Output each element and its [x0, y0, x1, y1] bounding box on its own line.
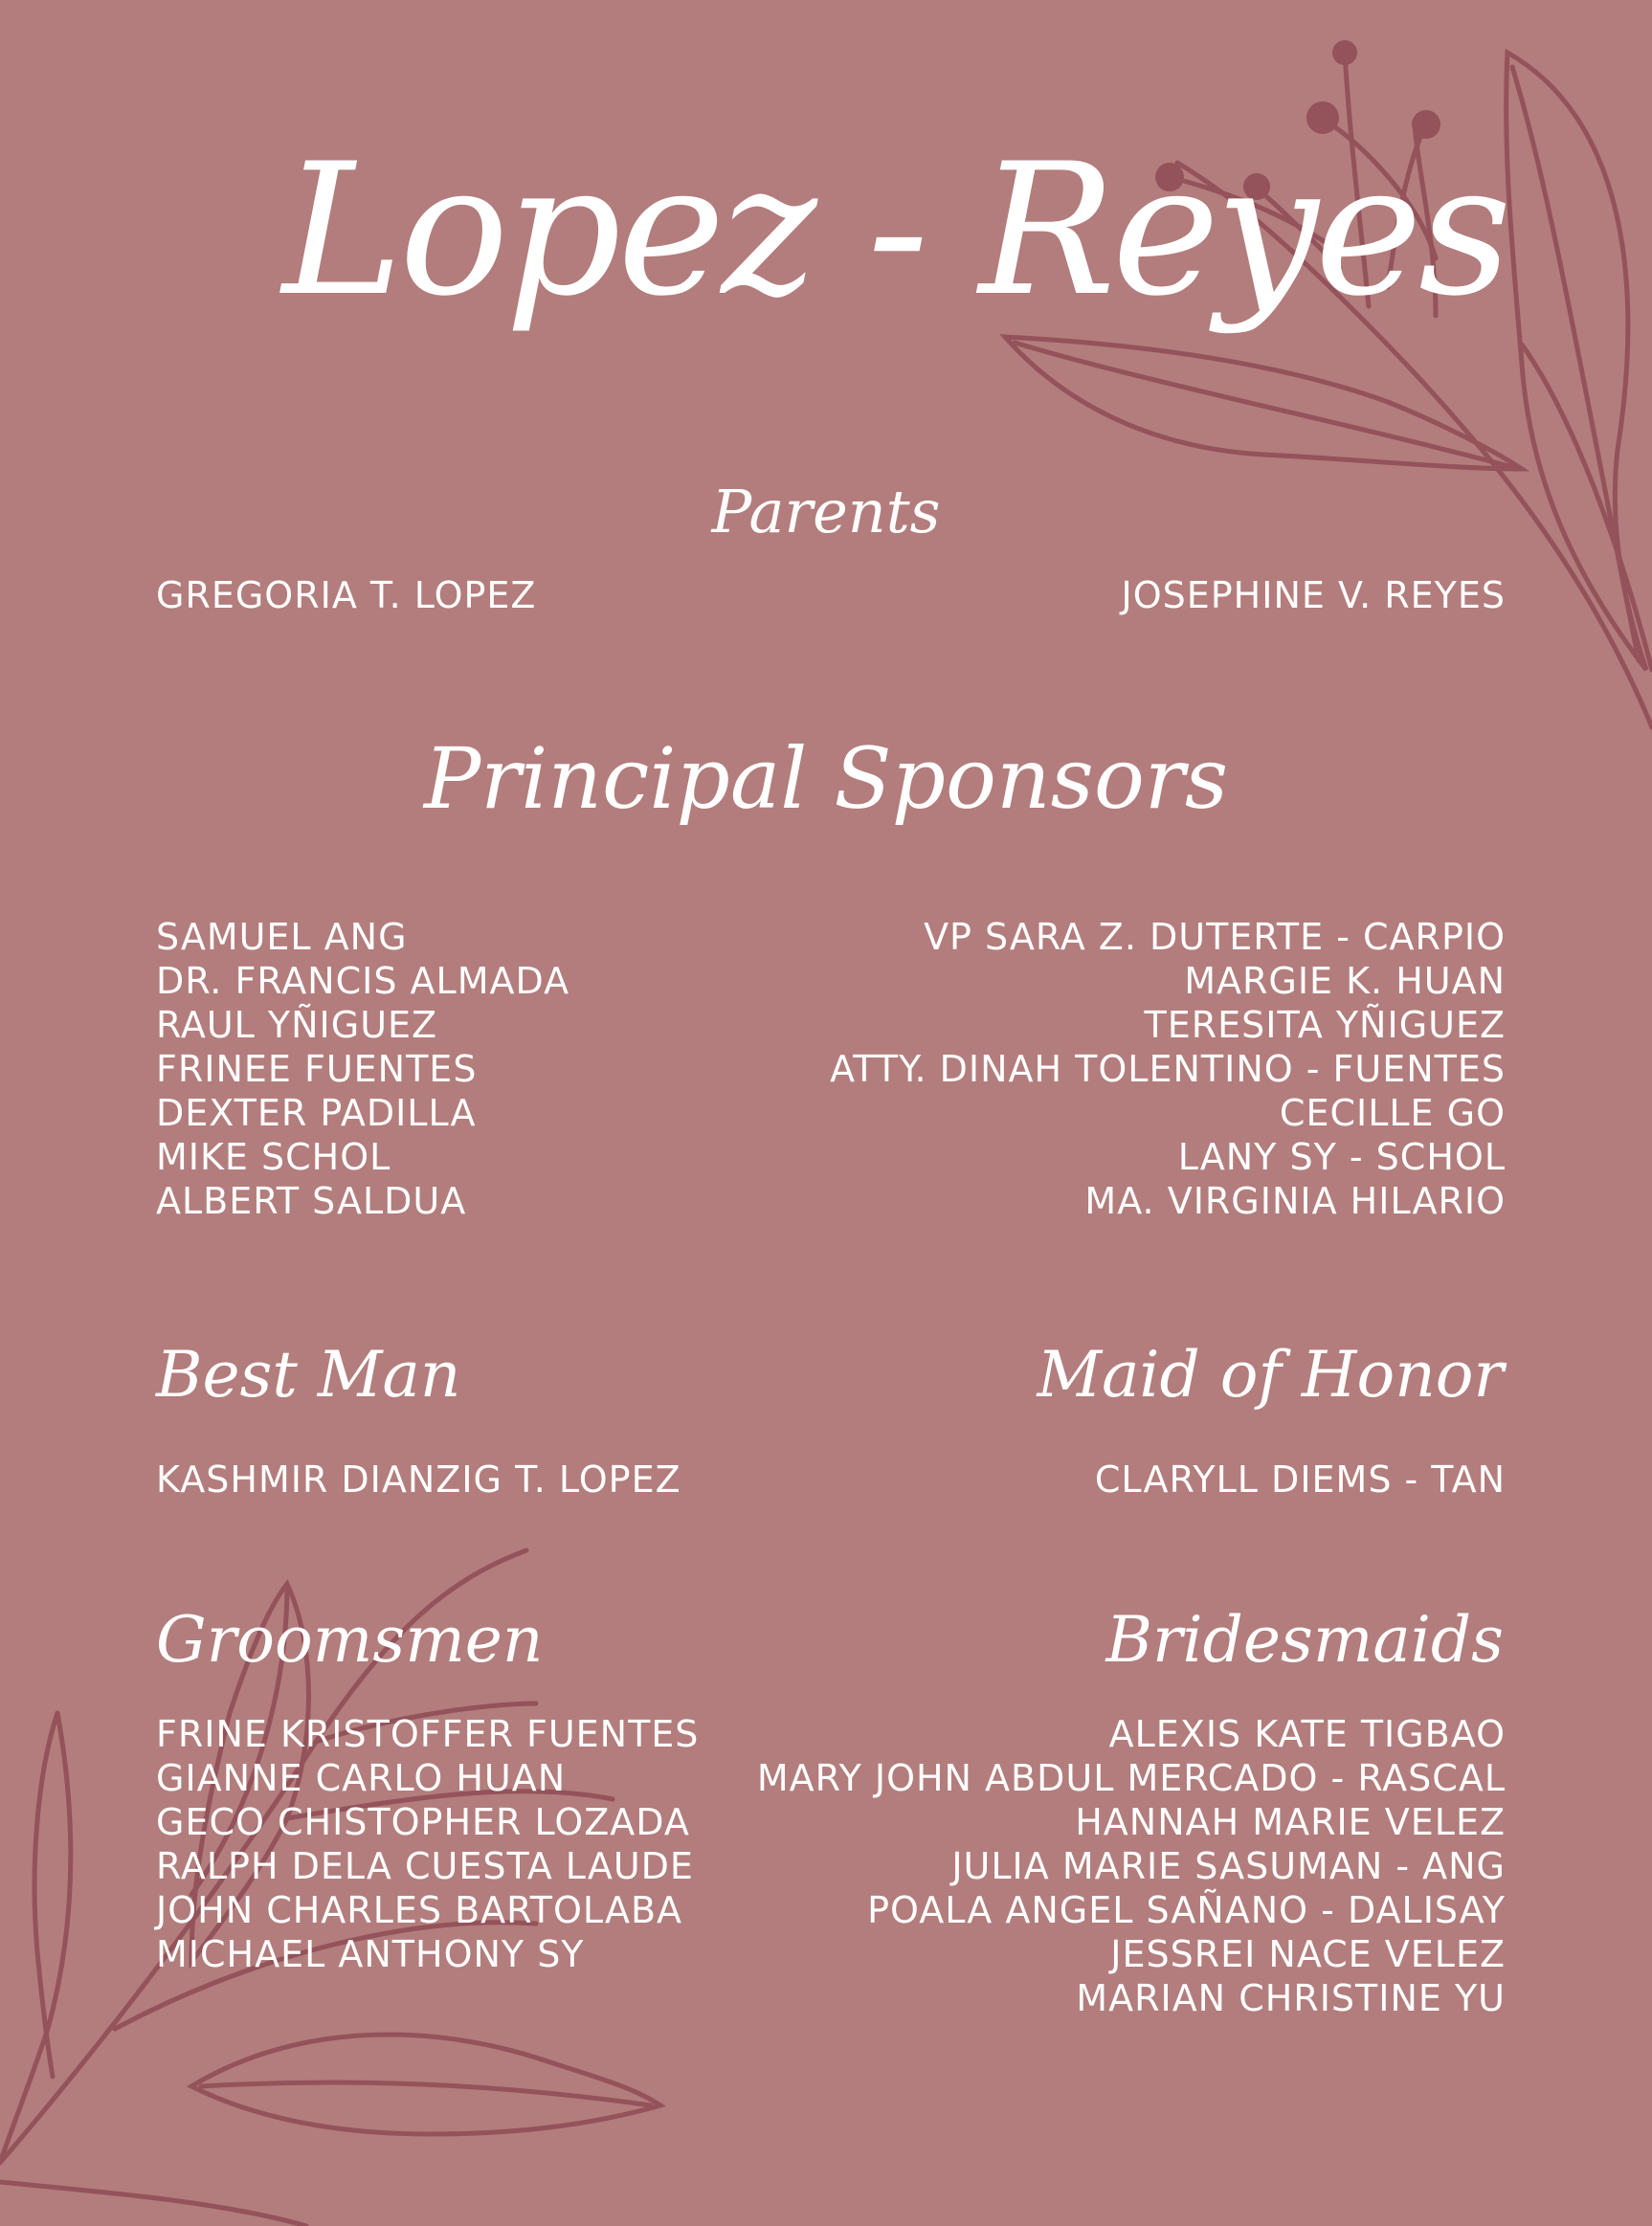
list-item: ATTY. DINAH TOLENTINO - FUENTES	[830, 1048, 1506, 1090]
list-item: MA. VIRGINIA HILARIO	[1084, 1180, 1506, 1222]
list-item: MIKE SCHOL	[156, 1136, 391, 1178]
list-item: RAUL YÑIGUEZ	[156, 1004, 438, 1046]
list-item: SAMUEL ANG	[156, 916, 408, 958]
parent-right: JOSEPHINE V. REYES	[1121, 574, 1506, 616]
list-item: ALEXIS KATE TIGBAO	[1108, 1713, 1506, 1755]
sponsors-left-list	[156, 915, 569, 1223]
list-item: GIANNE CARLO HUAN	[156, 1757, 567, 1799]
list-item: JULIA MARIE SASUMAN - ANG	[951, 1845, 1506, 1887]
title-text: Lopez - Reyes	[282, 124, 1508, 336]
parents-heading: Parents	[711, 477, 941, 546]
list-item: MARGIE K. HUAN	[1184, 960, 1506, 1002]
list-item: GECO CHISTOPHER LOZADA	[156, 1801, 690, 1843]
list-item: MICHAEL ANTHONY SY	[156, 1933, 585, 1975]
list-item: DEXTER PADILLA	[156, 1092, 477, 1134]
list-item: VP SARA Z. DUTERTE - CARPIO	[924, 916, 1506, 958]
principal-sponsors-heading: Principal Sponsors	[423, 729, 1229, 828]
list-item: MARIAN CHRISTINE YU	[1076, 1977, 1506, 2019]
best-man-heading: Best Man	[156, 1338, 461, 1412]
list-item: HANNAH MARIE VELEZ	[1075, 1801, 1506, 1843]
list-item: POALA ANGEL SAÑANO - DALISAY	[867, 1889, 1506, 1931]
list-item: ALBERT SALDUA	[156, 1180, 467, 1222]
list-item: TERESITA YÑIGUEZ	[1144, 1004, 1506, 1046]
list-item: MARY JOHN ABDUL MERCADO - RASCAL	[756, 1757, 1506, 1799]
list-item: RALPH DELA CUESTA LAUDE	[156, 1845, 694, 1887]
maid-of-honor-name: CLARYLL DIEMS - TAN	[1094, 1458, 1506, 1501]
list-item: CECILLE GO	[1279, 1092, 1506, 1134]
list-item: FRINEE FUENTES	[156, 1048, 478, 1090]
list-item: JESSREI NACE VELEZ	[1110, 1933, 1506, 1975]
bridesmaids-heading: Bridesmaids	[1105, 1603, 1504, 1677]
groomsmen-heading: Groomsmen	[156, 1603, 544, 1677]
maid-of-honor-heading: Maid of Honor	[1037, 1338, 1504, 1412]
parent-left: GREGORIA T. LOPEZ	[156, 574, 537, 616]
list-item: FRINE KRISTOFFER FUENTES	[156, 1713, 700, 1755]
list-item: DR. FRANCIS ALMADA	[156, 960, 570, 1002]
best-man-name: KASHMIR DIANZIG T. LOPEZ	[156, 1458, 681, 1501]
list-item: LANY SY - SCHOL	[1177, 1136, 1506, 1178]
sponsors-right-list	[830, 915, 1506, 1223]
couple-title	[0, 124, 1652, 336]
list-item: JOHN CHARLES BARTOLABA	[156, 1889, 683, 1931]
bridesmaids-list	[757, 1712, 1506, 2020]
groomsmen-list	[156, 1712, 699, 1976]
